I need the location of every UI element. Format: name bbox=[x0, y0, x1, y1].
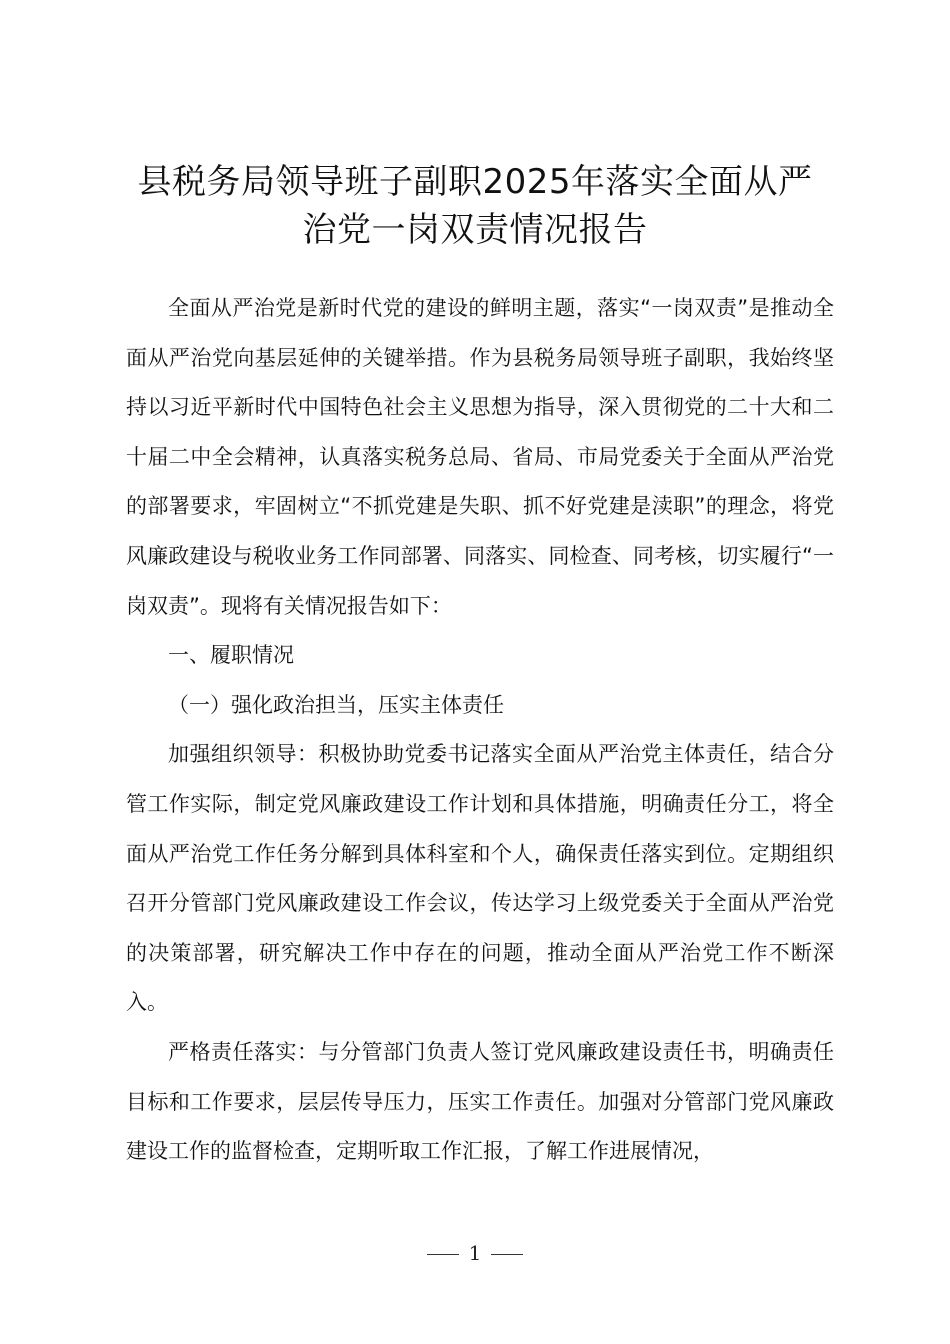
footer-dash-left bbox=[427, 1254, 459, 1255]
body-paragraph: 加强组织领导：积极协助党委书记落实全面从严治党主体责任，结合分管工作实际，制定党风廉政建设工作计划和具体措施，明确责任分工，将全面从严治党工作任务分解到具体科室和个人，确保责任落实到位。定期组织召开分管部门党风廉政建设工作会议，传达学习上级党委关于全面从严治党的决策部署，研究解决工作中存在的问题，推动全面从严治党工作不断深入。 bbox=[126, 742, 834, 1015]
intro-paragraph: 全面从严治党是新时代党的建设的鲜明主题，落实“一岗双责”是推动全面从严治党向基层延伸的关键举措。作为县税务局领导班子副职，我始终坚持以习近平新时代中国特色社会主义思想为指导，深入贯彻党的二十大和二十届二中全会精神，认真落实税务总局、省局、市局党委关于全面从严治党的部署要求，牢固树立“不抓党建是失职、抓不好党建是渎职”的理念，将党风廉政建设与税收业务工作同部署、同落实、同检查、同考核，切实履行“一岗双责”。现将有关情况报告如下： bbox=[126, 296, 834, 618]
subsection-heading: （一）强化政治担当，压实主体责任 bbox=[168, 692, 504, 717]
body-paragraph: 严格责任落实：与分管部门负责人签订党风廉政建设责任书，明确责任目标和工作要求，层层传导压力，压实工作责任。加强对分管部门党风廉政建设工作的监督检查，定期听取工作汇报，了解工作进展情况， bbox=[126, 1039, 834, 1164]
title-line-2: 治党一岗双责情况报告 bbox=[302, 210, 648, 250]
page-footer bbox=[0, 1238, 950, 1268]
page-title bbox=[100, 158, 850, 254]
footer-dash-right bbox=[491, 1254, 523, 1255]
section-heading: 一、履职情况 bbox=[168, 643, 294, 668]
document-body bbox=[126, 284, 834, 1177]
page-number: 1 bbox=[468, 1241, 482, 1265]
title-line-1: 县税务局领导班子副职2025年落实全面从严 bbox=[137, 162, 813, 202]
